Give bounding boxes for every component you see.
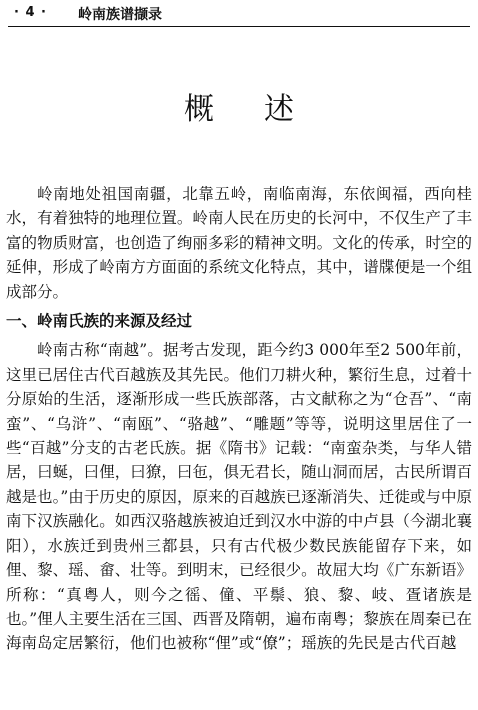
origins-paragraph: 岭南古称“南越”。据考古发现，距今约3 000年至2 500年前，这里已居住古代百越族及其先民。他们刀耕火种，繁衍生息，过着十分原始的生活，逐渐形成一些氏族部落，古文献称之为“仓吾”、“南蛮”、“乌浒”、“南瓯”、“骆越”、“雕题”等等，说明这里居住了一些“百越”分支的古老氏族。据《隋书》记载：“南蛮杂类，与华人错居，曰蜒，曰俚，曰獠，曰㐌，俱无君长，随山洞而居，古民所谓百越是也。”由于历史的原因，原来的百越族已逐渐消失、迁徙或与中原南下汉族融化。如西汉骆越族被迫迁到汉水中游的中卢县（今湖北襄阳），水族迁到贵州三都县，只有古代极少数民族能留存下来，如俚、黎、瑶、畲、壮等。到明末，已经很少。故屈大均《广东新语》所称：“真粤人，则今之徭、僮、平鬃、狼、黎、岐、疍诸族是也。”俚人主要生活在三国、西晋及隋朝，遍布南粤；黎族在周秦已在海南岛定居繁衍，他们也被称“俚”或“僚”；瑶族的先民是古代百越 xyxy=(6,341,472,653)
chapter-title: 概述 xyxy=(184,92,344,127)
page-number: · 4 · xyxy=(14,5,47,20)
book-title: 岭南族谱撷录 xyxy=(78,7,162,23)
body-text xyxy=(6,182,472,656)
intro-paragraph: 岭南地处祖国南疆，北靠五岭，南临南海，东依闽福，西向桂水，有着独特的地理位置。岭南人民在历史的长河中，不仅生产了丰富的物质财富，也创造了绚丽多彩的精神文明。文化的传承，时空的延伸，形成了岭南方方面面的系统文化特点，其中，谱牒便是一个组成部分。 xyxy=(6,185,472,301)
section-heading: 一、岭南氏族的来源及经过 xyxy=(6,312,193,331)
running-header xyxy=(8,0,470,27)
header-rule xyxy=(8,26,470,27)
